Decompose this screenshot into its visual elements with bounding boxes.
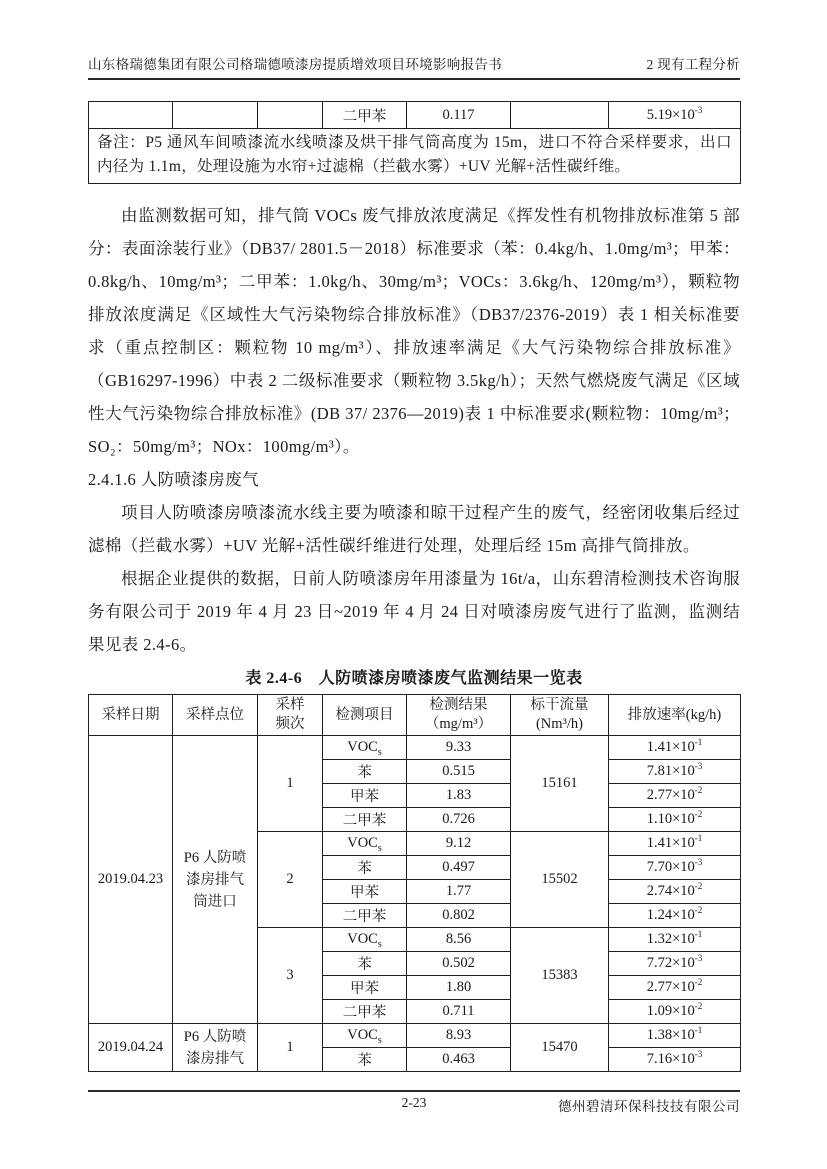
rate-exponent: -2	[694, 785, 703, 796]
header-chapter-title: 2 现有工程分析	[646, 57, 740, 72]
rate-exponent: -1	[694, 833, 703, 844]
table-caption: 表 2.4-6 人防喷漆房喷漆废气监测结果一览表	[245, 670, 583, 687]
cell-result: 1.83	[407, 784, 511, 808]
cell-result: 1.77	[407, 880, 511, 904]
header-report-title: 山东格瑞德集团有限公司格瑞德喷漆房提质增效项目环境影响报告书	[88, 57, 502, 72]
continuation-row	[89, 102, 741, 129]
cell-result: 0.497	[407, 856, 511, 880]
col-header-flow	[511, 695, 609, 736]
cell-frequency: 1	[258, 736, 323, 832]
col-header-flow-line1: 标干流量	[530, 697, 589, 713]
col-header-flow-line2: (Nm³/h)	[535, 716, 584, 732]
cell-frequency: 3	[258, 928, 323, 1024]
body-text	[88, 199, 740, 661]
cell-date: 2019.04.23	[89, 736, 173, 1024]
cell-result: 0.463	[407, 1048, 511, 1072]
item-subscript: s	[377, 938, 382, 950]
cell-rate	[609, 928, 741, 952]
cell-item: 二甲苯	[323, 102, 407, 129]
rate-exponent: -3	[694, 104, 703, 115]
col-header-result	[407, 695, 511, 736]
rate-base: 1.09×10	[646, 1003, 695, 1019]
cell-rate	[609, 784, 741, 808]
empty-cell	[89, 102, 173, 129]
col-header-date: 采样日期	[89, 695, 173, 736]
col-header-rate: 排放速率(kg/h)	[609, 695, 741, 736]
page-content	[88, 0, 740, 1072]
rate-base: 1.10×10	[646, 811, 695, 827]
cell-result: 8.93	[407, 1024, 511, 1048]
rate-base: 2.77×10	[646, 787, 695, 803]
section-heading: 2.4.1.6 人防喷漆房废气	[88, 470, 259, 489]
cell-rate	[609, 808, 741, 832]
cell-rate	[609, 1000, 741, 1024]
item-label: 苯	[357, 861, 372, 877]
cell-item	[323, 1024, 407, 1048]
cell-item	[323, 808, 407, 832]
empty-cell	[173, 102, 258, 129]
item-label: 甲苯	[350, 885, 379, 901]
item-label: 二甲苯	[342, 1005, 387, 1021]
col-header-result-line1: 检测结果	[429, 697, 488, 713]
cell-rate	[609, 832, 741, 856]
footer-company: 德州碧清环保科技技有限公司	[558, 1099, 740, 1114]
cell-frequency: 1	[258, 1024, 323, 1072]
cell-item	[323, 1000, 407, 1024]
rate-exponent: -3	[694, 1049, 703, 1060]
cell-rate	[609, 1024, 741, 1048]
running-footer	[88, 1090, 740, 1114]
cell-item	[323, 904, 407, 928]
rate-base: 2.77×10	[646, 979, 695, 995]
rate-exponent: -3	[694, 953, 703, 964]
cell-result: 8.56	[407, 928, 511, 952]
rate-base: 7.70×10	[646, 859, 695, 875]
rate-base: 7.72×10	[646, 955, 695, 971]
rate-exponent: -3	[694, 857, 703, 868]
col-header-item: 检测项目	[323, 695, 407, 736]
remark-row	[89, 129, 741, 184]
cell-flow: 15383	[511, 928, 609, 1024]
cell-item	[323, 760, 407, 784]
table-row	[89, 736, 741, 760]
rate-exponent: -2	[694, 1001, 703, 1012]
item-label: 苯	[357, 1053, 372, 1069]
item-label: VOC	[347, 931, 378, 947]
item-subscript: s	[377, 746, 382, 758]
rate-exponent: -1	[694, 929, 703, 940]
rate-base: 1.41×10	[646, 835, 695, 851]
col-header-result-line2: （mg/m³）	[424, 716, 493, 732]
cell-rate	[609, 736, 741, 760]
rate-base: 1.32×10	[646, 931, 695, 947]
cell-rate	[609, 904, 741, 928]
running-header	[88, 53, 740, 80]
item-subscript: s	[377, 842, 382, 854]
cell-result: 0.711	[407, 1000, 511, 1024]
cell-rate	[609, 976, 741, 1000]
cell-rate	[609, 102, 741, 129]
paragraph-monitoring-info: 根据企业提供的数据，日前人防喷漆房年用漆量为 16t/a，山东碧清检测技术咨询服务有限公司于 2019 年 4 月 23 日~2019 年 4 月 24 日对喷漆房废气进行了监测，监测结果见表 2.4-6。	[88, 569, 740, 654]
item-label: 苯	[357, 765, 372, 781]
rate-exponent: -1	[694, 1025, 703, 1036]
cell-frequency: 2	[258, 832, 323, 928]
item-label: VOC	[347, 1027, 378, 1043]
rate-exponent: -2	[694, 881, 703, 892]
cell-rate	[609, 1048, 741, 1072]
rate-exponent: -2	[694, 809, 703, 820]
item-label: 苯	[357, 957, 372, 973]
empty-cell	[511, 102, 609, 129]
col-header-frequency-line1: 采样	[275, 697, 305, 713]
item-label: 二甲苯	[342, 909, 387, 925]
cell-rate	[609, 856, 741, 880]
rate-base: 5.19×10	[646, 106, 695, 123]
item-label: 二甲苯	[342, 813, 387, 829]
cell-item	[323, 832, 407, 856]
cell-item	[323, 784, 407, 808]
item-label: VOC	[347, 739, 378, 755]
table-row	[89, 1024, 741, 1048]
cell-flow: 15502	[511, 832, 609, 928]
cell-result: 0.515	[407, 760, 511, 784]
cell-rate	[609, 880, 741, 904]
item-label: 甲苯	[350, 981, 379, 997]
col-header-frequency-line2: 频次	[275, 716, 305, 732]
cell-item	[323, 952, 407, 976]
item-subscript: s	[377, 1034, 382, 1046]
cell-item	[323, 856, 407, 880]
paragraph-monitoring-conclusion: 由监测数据可知，排气筒 VOCs 废气排放浓度满足《挥发性有机物排放标准第 5 部分：表面涂装行业》（DB37/ 2801.5－2018）标准要求（苯：0.4kg/h、1.0mg/m³；甲苯：0.8kg/h、10mg/m³；二甲苯：1.0kg/h、30mg/m³；VOCs：3.6kg/h、120mg/m³），颗粒物排放浓度满足《区域性大气污染物综合排放标准》（DB37/2376-2019）表 1 相关标准要求（重点控制区：颗粒物 10 mg/m³）、排放速率满足《大气污染物综合排放标准》（GB16297-1996）中表 2 二级标准要求（颗粒物 3.5kg/h）；天然气燃烧废气满足《区域性大气污染物综合排放标准》(DB 37/ 2376—2019)表 1 中标准要求(颗粒物：10mg/m³；SO₂：50mg/m³；NOx：100mg/m³）。	[88, 206, 740, 456]
rate-base: 1.24×10	[646, 907, 695, 923]
rate-base: 7.81×10	[646, 763, 695, 779]
rate-base: 1.41×10	[646, 739, 695, 755]
cell-item	[323, 928, 407, 952]
item-label: 甲苯	[350, 789, 379, 805]
cell-location: P6 人防喷漆房排气	[173, 1024, 258, 1072]
cell-result: 0.502	[407, 952, 511, 976]
table-header-row	[89, 695, 741, 736]
cell-result: 0.117	[407, 102, 511, 129]
rate-exponent: -1	[694, 737, 703, 748]
cell-result: 9.33	[407, 736, 511, 760]
monitoring-results-table	[88, 694, 741, 1072]
paragraph-process-description: 项目人防喷漆房喷漆流水线主要为喷漆和晾干过程产生的废气，经密闭收集后经过滤棉（拦截水雾）+UV 光解+活性碳纤维进行处理，处理后经 15m 高排气筒排放。	[88, 503, 740, 555]
rate-base: 1.38×10	[646, 1027, 695, 1043]
item-label: VOC	[347, 835, 378, 851]
cell-result: 1.80	[407, 976, 511, 1000]
cell-flow: 15470	[511, 1024, 609, 1072]
rate-base: 7.16×10	[646, 1051, 695, 1067]
rate-exponent: -3	[694, 761, 703, 772]
cell-flow: 15161	[511, 736, 609, 832]
cell-result: 0.802	[407, 904, 511, 928]
col-header-frequency	[258, 695, 323, 736]
cell-date: 2019.04.24	[89, 1024, 173, 1072]
remark-cell: 备注：P5 通风车间喷漆流水线喷漆及烘干排气筒高度为 15m，进口不符合采样要求，出口内径为 1.1m，处理设施为水帘+过滤棉（拦截水雾）+UV 光解+活性碳纤维。	[89, 129, 741, 184]
empty-cell	[258, 102, 323, 129]
cell-item	[323, 736, 407, 760]
cell-item	[323, 1048, 407, 1072]
cell-location: P6 人防喷漆房排气筒进口	[173, 736, 258, 1024]
rate-exponent: -2	[694, 905, 703, 916]
page-number: 2-23	[401, 1095, 427, 1110]
cell-result: 9.12	[407, 832, 511, 856]
cell-rate	[609, 952, 741, 976]
col-header-location: 采样点位	[173, 695, 258, 736]
rate-exponent: -2	[694, 977, 703, 988]
cell-rate	[609, 760, 741, 784]
cell-item	[323, 880, 407, 904]
cell-item	[323, 976, 407, 1000]
continuation-table	[88, 101, 741, 184]
cell-result: 0.726	[407, 808, 511, 832]
rate-base: 2.74×10	[646, 883, 695, 899]
